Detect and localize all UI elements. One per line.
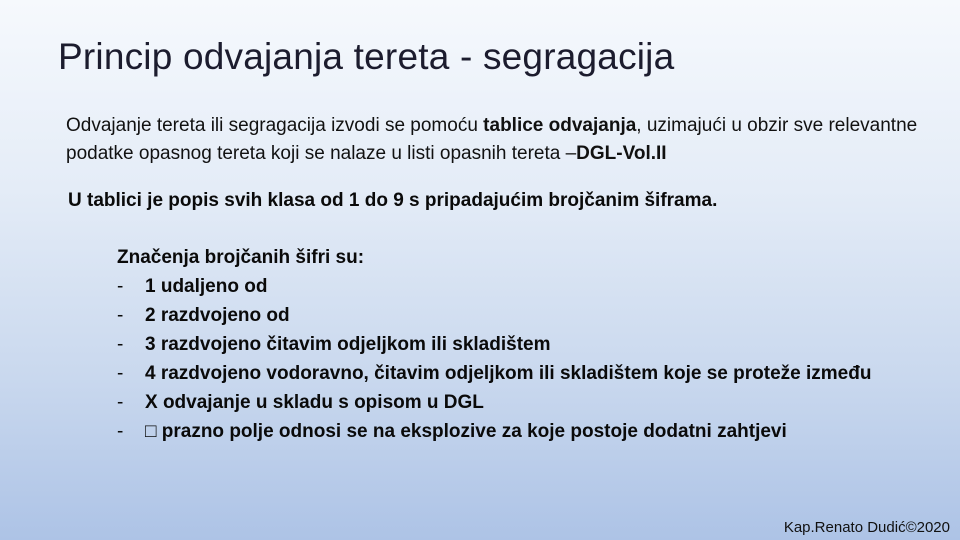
codes-list-item [117, 272, 871, 301]
codes-list [117, 272, 871, 446]
intro-bold-2: DGL-Vol.II [576, 143, 667, 164]
codes-list-item [117, 301, 871, 330]
list-bullet: - [117, 421, 124, 442]
summary-text: U tablici je popis svih klasa od 1 do 9 s pripadajućim brojčanim šiframa. [68, 190, 718, 211]
codes-list-item [117, 359, 871, 388]
list-bullet: - [117, 392, 124, 413]
intro-text-1: Odvajanje tereta ili segragacija izvodi se pomoću [66, 115, 484, 136]
code-3-text: 3 razdvojeno čitavim odjeljkom ili skladištem [145, 334, 551, 355]
intro-paragraph [66, 112, 926, 168]
intro-text-2: , uzimajući u obzir sve relevantne podatke opasnog tereta koji se nalaze u listi opasnih tereta – [66, 115, 918, 164]
codes-heading: Značenja brojčanih šifri su: [117, 247, 365, 268]
code-2-text: 2 razdvojeno od [145, 305, 290, 326]
codes-section [117, 243, 871, 446]
code-4-text: 4 razdvojeno vodoravno, čitavim odjeljkom ili skladištem koje se proteže između [145, 363, 872, 384]
code-empty-text: □ prazno polje odnosi se na eksplozive za koje postoje dodatni zahtjevi [145, 421, 787, 442]
intro-bold-1: tablice odvajanja [483, 115, 637, 136]
list-bullet: - [117, 334, 124, 355]
codes-list-item [117, 417, 871, 446]
list-bullet: - [117, 305, 124, 326]
code-x-text: X odvajanje u skladu s opisom u DGL [145, 392, 484, 413]
list-bullet: - [117, 276, 124, 297]
slide-title: Princip odvajanja tereta - segragacija [58, 36, 675, 77]
codes-list-item [117, 330, 871, 359]
codes-list-item [117, 388, 871, 417]
list-bullet: - [117, 363, 124, 384]
footer-credit: Kap.Renato Dudić©2020 [783, 519, 950, 536]
code-1-text: 1 udaljeno od [145, 276, 268, 297]
